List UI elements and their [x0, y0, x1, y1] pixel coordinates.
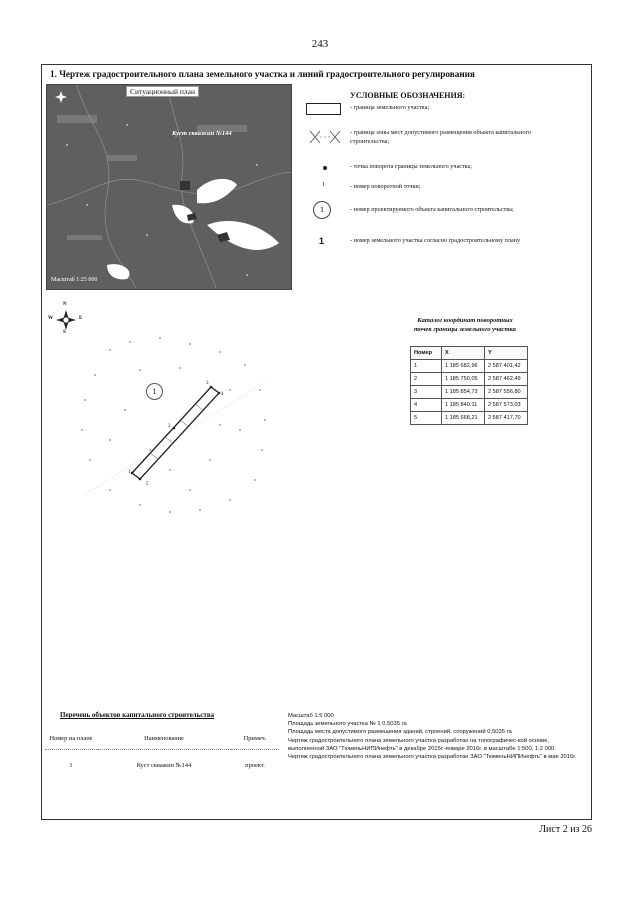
- table-cell: 2 587 417,70: [485, 412, 528, 425]
- compass-east: E: [79, 316, 83, 321]
- table-cell: 4: [411, 399, 442, 412]
- situation-plan-title: Ситуационный план: [126, 86, 199, 97]
- column-header: Y: [485, 347, 528, 360]
- coordinates-table: [410, 346, 528, 425]
- catalog-title-line: точек границы земельного участка: [414, 325, 516, 333]
- legend-item: - граница земельного участка;: [350, 104, 430, 111]
- legend-boundary-symbol: [306, 103, 341, 115]
- note-line: Площадь земельного участка № 1 0,5035 га: [288, 721, 407, 728]
- point-label: 4: [221, 392, 224, 397]
- situation-map-graphic: [47, 85, 292, 290]
- legend-item: - номер поворотной точки;: [350, 183, 421, 190]
- column-header: Примеч.: [231, 727, 279, 750]
- table-header-row: [411, 347, 528, 360]
- note-line: Чертеж градостроительного плана земельного участка разработан ЗАО "ТюменьНИПИнефть" в мае 2016г.: [288, 754, 577, 761]
- table-cell: 2: [411, 373, 442, 386]
- north-arrow-small-icon: [55, 91, 67, 103]
- page-title: 1. Чертеж градостроительного плана земельного участка и линий градостроительного регулирования: [50, 69, 475, 79]
- objects-table: [45, 727, 279, 780]
- legend-plot-number: 1: [319, 236, 325, 246]
- catalog-title-line: Каталог координат поворотных: [417, 317, 513, 324]
- point-label: 2: [168, 424, 171, 429]
- table-cell: проект.: [245, 761, 265, 769]
- table-row: [411, 412, 528, 425]
- table-cell: 1: [69, 761, 73, 769]
- note-line: Площадь места допустимого размещения зданий, строений, сооружений 0,5035 га: [288, 729, 512, 736]
- table-header-row: [45, 727, 279, 750]
- table-cell: 2 587 401,42: [485, 360, 528, 373]
- legend-item: - точка поворота границы земельного участка;: [350, 163, 473, 170]
- table-cell: Куст скважин №144: [136, 761, 192, 769]
- table-cell: 2 587 556,80: [485, 386, 528, 399]
- compass-north: N: [63, 302, 67, 307]
- situation-well-label: Куст скважин №144: [172, 130, 232, 137]
- note-line: Масштаб 1:5 000: [288, 713, 334, 719]
- column-header: Номер на плане: [45, 727, 97, 750]
- object-number-circle: 1: [146, 383, 163, 400]
- situation-plan-map: [46, 84, 292, 290]
- table-cell: 2 587 462,49: [485, 373, 528, 386]
- objects-list-title: Перечень объектов капитального строительства: [60, 711, 215, 719]
- legend-point-icon: [323, 166, 327, 170]
- plot-plan-drawing: [70, 330, 285, 530]
- catalog-title: [365, 317, 565, 335]
- column-header: Номер: [411, 347, 442, 360]
- table-cell: 1 185 750,05: [442, 373, 485, 386]
- table-row: [411, 399, 528, 412]
- table-cell: 2 587 573,03: [485, 399, 528, 412]
- legend-item: - номер земельного участка согласно градостроительному плану: [350, 237, 521, 244]
- table-cell: 1 185 840,11: [442, 399, 485, 412]
- situation-scale: Масштаб 1:25 000: [51, 277, 98, 283]
- table-cell: 1 185 682,96: [442, 360, 485, 373]
- table-row: [45, 750, 279, 781]
- page-number: 243: [311, 38, 329, 50]
- point-label: 3: [206, 381, 209, 386]
- table-row: [411, 360, 528, 373]
- table-cell: 1 185 854,73: [442, 386, 485, 399]
- compass-south: S: [63, 330, 66, 335]
- compass-west: W: [48, 316, 53, 321]
- column-header: Наименование: [97, 727, 231, 750]
- legend-zone-symbol: [308, 129, 344, 145]
- table-cell: 1: [411, 360, 442, 373]
- point-label: 5: [146, 482, 149, 487]
- legend-heading: УСЛОВНЫЕ ОБОЗНАЧЕНИЯ:: [350, 91, 466, 100]
- legend-item: - номер проектируемого объекта капитального строительства;: [350, 206, 514, 213]
- table-row: [411, 386, 528, 399]
- legend-item: - граница зоны мест допустимого размещения объекта капитального строительства;: [350, 129, 531, 145]
- column-header: X: [442, 347, 485, 360]
- table-cell: 5: [411, 412, 442, 425]
- point-label: 1: [128, 470, 131, 475]
- legend-object-circle: 1: [313, 201, 331, 219]
- table-row: [411, 373, 528, 386]
- table-cell: 3: [411, 386, 442, 399]
- drawing-notes: [288, 712, 584, 761]
- table-cell: 1 185 668,21: [442, 412, 485, 425]
- sheet-label: Лист 2 из 26: [539, 824, 592, 835]
- note-line: Чертеж градостроительного плана земельного участка разработан на топографичес-кой основе, выполненной ЗАО "ТюменьНИПИнефть" в декабре 2015г.-январе 2016г. в масштабе 1:500, 1:2 000.: [288, 737, 556, 752]
- legend-point-number: 1: [322, 182, 325, 188]
